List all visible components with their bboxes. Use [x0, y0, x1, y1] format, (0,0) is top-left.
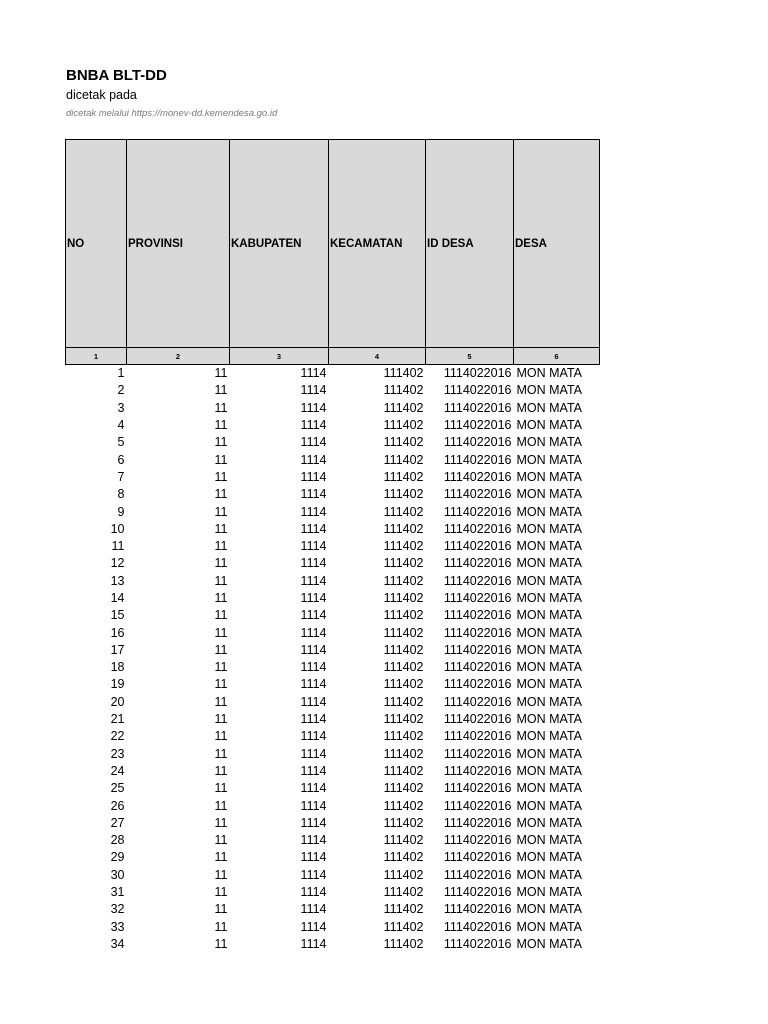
column-header-kecamatan: KECAMATAN [329, 140, 426, 348]
table-row [66, 901, 600, 918]
cell-desa: MON MATA [516, 366, 583, 381]
cell-kabupaten: 1114 [300, 556, 327, 571]
cell-kabupaten: 1114 [300, 469, 327, 484]
cell-id-desa: 1114022016 [443, 660, 512, 675]
cell-kecamatan: 111402 [383, 867, 424, 882]
cell-kecamatan: 111402 [383, 729, 424, 744]
cell-kecamatan: 111402 [383, 625, 424, 640]
cell-provinsi: 11 [214, 418, 228, 433]
document-title: BNBA BLT-DD [66, 67, 167, 84]
cell-no: 24 [110, 763, 125, 778]
cell-id-desa: 1114022016 [443, 919, 512, 934]
cell-desa: MON MATA [516, 435, 583, 450]
cell-kabupaten: 1114 [300, 418, 327, 433]
cell-kabupaten: 1114 [300, 642, 327, 657]
cell-id-desa: 1114022016 [443, 712, 512, 727]
cell-provinsi: 11 [214, 677, 228, 692]
cell-kecamatan: 111402 [383, 763, 424, 778]
cell-provinsi: 11 [214, 539, 228, 554]
cell-id-desa: 1114022016 [443, 591, 512, 605]
table-row [66, 521, 600, 538]
cell-kabupaten: 1114 [300, 400, 327, 415]
cell-no: 30 [110, 867, 125, 882]
cell-provinsi: 11 [214, 469, 228, 484]
cell-desa: MON MATA [516, 815, 583, 830]
cell-no: 20 [110, 694, 125, 709]
cell-desa: MON MATA [516, 781, 583, 796]
cell-no: 16 [110, 625, 125, 640]
cell-desa: MON MATA [516, 867, 583, 882]
table-row [66, 919, 600, 936]
column-number: 5 [426, 348, 514, 365]
cell-provinsi: 11 [214, 919, 228, 934]
cell-id-desa: 1114022016 [443, 763, 512, 778]
column-number-row [66, 348, 600, 365]
cell-desa: MON MATA [516, 625, 583, 640]
cell-no: 23 [110, 746, 125, 761]
cell-kabupaten: 1114 [300, 746, 327, 761]
cell-provinsi: 11 [214, 435, 228, 450]
cell-id-desa: 1114022016 [443, 867, 512, 882]
cell-kecamatan: 111402 [383, 469, 424, 484]
cell-kabupaten: 1114 [300, 885, 327, 900]
cell-provinsi: 11 [214, 936, 228, 951]
cell-id-desa: 1114022016 [443, 452, 512, 467]
cell-no: 29 [110, 850, 125, 865]
cell-kecamatan: 111402 [383, 539, 424, 554]
cell-desa: MON MATA [516, 919, 583, 934]
cell-id-desa: 1114022016 [443, 435, 512, 450]
column-number: 6 [514, 348, 600, 365]
table-row [66, 797, 600, 814]
cell-desa: MON MATA [516, 850, 583, 865]
cell-kecamatan: 111402 [383, 400, 424, 415]
cell-kabupaten: 1114 [300, 521, 327, 536]
table-row [66, 815, 600, 832]
cell-no: 11 [111, 539, 125, 554]
cell-desa: MON MATA [516, 902, 583, 917]
cell-kabupaten: 1114 [300, 781, 327, 796]
cell-provinsi: 11 [214, 729, 228, 744]
cell-kecamatan: 111402 [383, 746, 424, 761]
table-row [66, 573, 600, 590]
cell-kabupaten: 1114 [300, 452, 327, 467]
cell-provinsi: 11 [214, 608, 228, 623]
cell-no: 15 [110, 608, 125, 623]
column-number: 1 [66, 348, 127, 365]
cell-id-desa: 1114022016 [443, 642, 512, 657]
cell-kabupaten: 1114 [300, 625, 327, 640]
cell-kecamatan: 111402 [383, 833, 424, 848]
table-row [66, 538, 600, 555]
cell-id-desa: 1114022016 [443, 487, 512, 502]
cell-desa: MON MATA [516, 746, 583, 761]
column-number: 3 [230, 348, 329, 365]
cell-kecamatan: 111402 [383, 694, 424, 709]
cell-provinsi: 11 [214, 366, 228, 381]
cell-desa: MON MATA [516, 573, 583, 588]
cell-kabupaten: 1114 [300, 902, 327, 917]
table-row [66, 642, 600, 659]
table-row [66, 694, 600, 711]
cell-desa: MON MATA [516, 677, 583, 692]
table-body [66, 365, 600, 954]
cell-kecamatan: 111402 [383, 418, 424, 433]
table-row [66, 746, 600, 763]
cell-provinsi: 11 [214, 798, 228, 813]
cell-kecamatan: 111402 [383, 677, 424, 692]
cell-provinsi: 11 [214, 573, 228, 588]
cell-provinsi: 11 [214, 642, 228, 657]
cell-provinsi: 11 [214, 383, 228, 398]
cell-kabupaten: 1114 [300, 608, 327, 623]
cell-id-desa: 1114022016 [443, 539, 512, 554]
cell-id-desa: 1114022016 [443, 383, 512, 398]
cell-no: 18 [110, 660, 125, 675]
cell-kabupaten: 1114 [300, 919, 327, 934]
cell-kecamatan: 111402 [383, 902, 424, 917]
table-row [66, 867, 600, 884]
cell-no: 9 [117, 504, 125, 519]
cell-desa: MON MATA [516, 798, 583, 813]
cell-kecamatan: 111402 [383, 556, 424, 571]
cell-desa: MON MATA [516, 712, 583, 727]
table-row [66, 659, 600, 676]
cell-kabupaten: 1114 [300, 539, 327, 554]
cell-desa: MON MATA [516, 452, 583, 467]
cell-id-desa: 1114022016 [443, 677, 512, 692]
cell-kecamatan: 111402 [383, 798, 424, 813]
cell-kecamatan: 111402 [383, 504, 424, 519]
cell-id-desa: 1114022016 [443, 781, 512, 796]
cell-no: 19 [110, 677, 125, 692]
table-row [66, 624, 600, 641]
cell-desa: MON MATA [516, 521, 583, 536]
cell-kabupaten: 1114 [300, 435, 327, 450]
cell-no: 5 [117, 435, 125, 450]
cell-id-desa: 1114022016 [443, 521, 512, 536]
cell-kabupaten: 1114 [300, 366, 327, 381]
column-header-desa: DESA [514, 140, 600, 348]
cell-id-desa: 1114022016 [443, 885, 512, 900]
cell-kecamatan: 111402 [383, 919, 424, 934]
cell-provinsi: 11 [214, 591, 228, 605]
cell-kecamatan: 111402 [383, 521, 424, 536]
cell-kecamatan: 111402 [383, 591, 424, 605]
cell-desa: MON MATA [516, 418, 583, 433]
cell-id-desa: 1114022016 [443, 833, 512, 848]
cell-kabupaten: 1114 [300, 763, 327, 778]
column-number: 4 [329, 348, 426, 365]
cell-kabupaten: 1114 [300, 573, 327, 588]
cell-no: 17 [110, 642, 125, 657]
cell-no: 34 [110, 936, 125, 951]
cell-no: 31 [110, 885, 125, 900]
table-row [66, 832, 600, 849]
cell-provinsi: 11 [214, 660, 228, 675]
cell-desa: MON MATA [516, 660, 583, 675]
cell-kabupaten: 1114 [300, 798, 327, 813]
cell-desa: MON MATA [516, 469, 583, 484]
cell-provinsi: 11 [214, 902, 228, 917]
cell-kecamatan: 111402 [383, 573, 424, 588]
cell-id-desa: 1114022016 [443, 936, 512, 951]
table-row [66, 711, 600, 728]
beneficiary-table [65, 139, 600, 953]
cell-provinsi: 11 [214, 694, 228, 709]
cell-id-desa: 1114022016 [443, 625, 512, 640]
cell-id-desa: 1114022016 [443, 608, 512, 623]
cell-desa: MON MATA [516, 763, 583, 778]
table-row [66, 469, 600, 486]
cell-desa: MON MATA [516, 729, 583, 744]
cell-kecamatan: 111402 [383, 435, 424, 450]
cell-provinsi: 11 [214, 487, 228, 502]
cell-provinsi: 11 [214, 763, 228, 778]
cell-provinsi: 11 [214, 885, 228, 900]
table-row [66, 555, 600, 572]
cell-id-desa: 1114022016 [443, 729, 512, 744]
cell-kecamatan: 111402 [383, 452, 424, 467]
column-header-kabupaten: KABUPATEN [230, 140, 329, 348]
cell-no: 13 [110, 573, 125, 588]
cell-desa: MON MATA [516, 833, 583, 848]
cell-desa: MON MATA [516, 642, 583, 657]
column-header-id-desa: ID DESA [426, 140, 514, 348]
cell-provinsi: 11 [214, 521, 228, 536]
table-row [66, 382, 600, 399]
cell-kecamatan: 111402 [383, 660, 424, 675]
table-row [66, 400, 600, 417]
cell-desa: MON MATA [516, 383, 583, 398]
cell-no: 14 [110, 591, 125, 605]
cell-id-desa: 1114022016 [443, 504, 512, 519]
column-header-provinsi: PROVINSI [127, 140, 230, 348]
cell-id-desa: 1114022016 [443, 400, 512, 415]
table-row [66, 434, 600, 451]
column-header-no: NO [66, 140, 127, 348]
cell-no: 8 [117, 487, 125, 502]
table-row [66, 365, 600, 383]
cell-id-desa: 1114022016 [443, 746, 512, 761]
table-row [66, 607, 600, 624]
cell-id-desa: 1114022016 [443, 850, 512, 865]
cell-no: 25 [110, 781, 125, 796]
cell-kecamatan: 111402 [383, 781, 424, 796]
table-row [66, 503, 600, 520]
cell-kecamatan: 111402 [383, 815, 424, 830]
cell-kecamatan: 111402 [383, 642, 424, 657]
cell-no: 2 [117, 383, 125, 398]
cell-provinsi: 11 [214, 625, 228, 640]
table-row [66, 676, 600, 693]
cell-desa: MON MATA [516, 608, 583, 623]
cell-provinsi: 11 [214, 781, 228, 796]
cell-desa: MON MATA [516, 400, 583, 415]
cell-id-desa: 1114022016 [443, 366, 512, 381]
cell-kabupaten: 1114 [300, 660, 327, 675]
cell-kabupaten: 1114 [300, 815, 327, 830]
cell-desa: MON MATA [516, 885, 583, 900]
cell-no: 6 [117, 452, 125, 467]
cell-no: 21 [110, 712, 125, 727]
cell-kabupaten: 1114 [300, 850, 327, 865]
table-row [66, 936, 600, 953]
cell-provinsi: 11 [214, 400, 228, 415]
cell-id-desa: 1114022016 [443, 798, 512, 813]
cell-no: 28 [110, 833, 125, 848]
cell-no: 7 [117, 469, 125, 484]
cell-kecamatan: 111402 [383, 936, 424, 951]
cell-kabupaten: 1114 [300, 694, 327, 709]
table-row [66, 728, 600, 745]
cell-provinsi: 11 [214, 452, 228, 467]
cell-desa: MON MATA [516, 556, 583, 571]
table-row [66, 780, 600, 797]
cell-kabupaten: 1114 [300, 504, 327, 519]
table-header-row [66, 140, 600, 348]
table-row [66, 849, 600, 866]
printed-on-label: dicetak pada [66, 88, 137, 102]
cell-provinsi: 11 [214, 504, 228, 519]
table-row [66, 884, 600, 901]
table-row [66, 486, 600, 503]
cell-provinsi: 11 [214, 867, 228, 882]
cell-no: 12 [110, 556, 125, 571]
cell-kabupaten: 1114 [300, 936, 327, 951]
table-row [66, 451, 600, 468]
cell-id-desa: 1114022016 [443, 815, 512, 830]
cell-kabupaten: 1114 [300, 383, 327, 398]
cell-id-desa: 1114022016 [443, 418, 512, 433]
table-row [66, 417, 600, 434]
table-row [66, 590, 600, 607]
cell-no: 1 [117, 366, 125, 381]
cell-no: 27 [110, 815, 125, 830]
cell-desa: MON MATA [516, 694, 583, 709]
cell-desa: MON MATA [516, 539, 583, 554]
cell-provinsi: 11 [214, 712, 228, 727]
table-row [66, 763, 600, 780]
cell-provinsi: 11 [214, 850, 228, 865]
cell-no: 26 [110, 798, 125, 813]
cell-kecamatan: 111402 [383, 383, 424, 398]
cell-id-desa: 1114022016 [443, 573, 512, 588]
cell-provinsi: 11 [214, 815, 228, 830]
cell-kecamatan: 111402 [383, 366, 424, 381]
cell-provinsi: 11 [214, 556, 228, 571]
cell-desa: MON MATA [516, 591, 583, 605]
cell-kabupaten: 1114 [300, 867, 327, 882]
cell-kecamatan: 111402 [383, 608, 424, 623]
cell-id-desa: 1114022016 [443, 469, 512, 484]
cell-kecamatan: 111402 [383, 885, 424, 900]
cell-id-desa: 1114022016 [443, 902, 512, 917]
cell-kabupaten: 1114 [300, 591, 327, 605]
cell-provinsi: 11 [214, 746, 228, 761]
cell-id-desa: 1114022016 [443, 556, 512, 571]
cell-no: 32 [110, 902, 125, 917]
cell-kabupaten: 1114 [300, 487, 327, 502]
cell-no: 3 [117, 400, 125, 415]
cell-id-desa: 1114022016 [443, 694, 512, 709]
cell-kabupaten: 1114 [300, 712, 327, 727]
cell-desa: MON MATA [516, 936, 583, 951]
cell-no: 10 [110, 521, 125, 536]
cell-kabupaten: 1114 [300, 833, 327, 848]
cell-kecamatan: 111402 [383, 712, 424, 727]
cell-no: 22 [110, 729, 125, 744]
cell-desa: MON MATA [516, 504, 583, 519]
column-number: 2 [127, 348, 230, 365]
cell-provinsi: 11 [214, 833, 228, 848]
cell-kabupaten: 1114 [300, 677, 327, 692]
cell-no: 33 [110, 919, 125, 934]
cell-desa: MON MATA [516, 487, 583, 502]
cell-kabupaten: 1114 [300, 729, 327, 744]
cell-no: 4 [117, 418, 125, 433]
cell-kecamatan: 111402 [383, 487, 424, 502]
cell-kecamatan: 111402 [383, 850, 424, 865]
printed-via-label: dicetak melalui https://monev-dd.kemendesa.go.id [66, 108, 278, 119]
